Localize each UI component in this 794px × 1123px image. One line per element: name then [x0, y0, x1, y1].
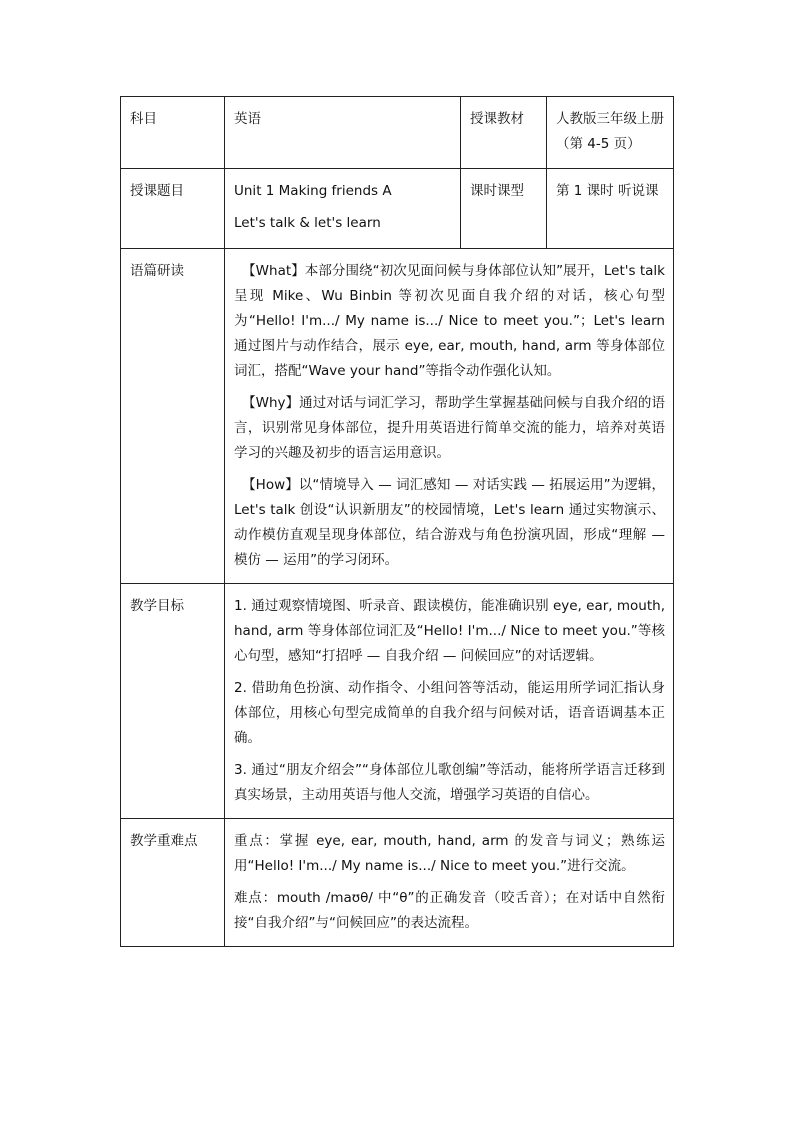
table-row-analysis: [121, 249, 674, 584]
lesson-plan-table: [120, 96, 674, 947]
period-label-cell: [461, 169, 547, 249]
textbook-value: 人教版三年级上册（第 4-5 页）: [556, 111, 664, 152]
objective-item-1: 1. 通过观察情境图、听录音、跟读模仿，能准确识别 eye, ear, mouth, hand, arm 等身体部位词汇及“Hello! I'm.../ Nice to meet you.”等核心句型，感知“打招呼 — 自我介绍 — 问候回应”的对话逻辑。: [234, 598, 665, 664]
objectives-content-cell: [225, 584, 674, 819]
table-row-subject: [121, 97, 674, 169]
analysis-label: 语篇研读: [130, 263, 184, 279]
analysis-label-cell: [121, 249, 225, 584]
analysis-content: [225, 249, 673, 583]
analysis-content-cell: [225, 249, 674, 584]
table-row-objectives: [121, 584, 674, 819]
topic-line-1: Unit 1 Making friends A: [234, 183, 392, 199]
analysis-why: 【Why】通过对话与词汇学习，帮助学生掌握基础问候与自我介绍的语言，识别常见身体部位，提升用英语进行简单交流的能力，培养对英语学习的兴趣及初步的语言运用意识。: [234, 395, 665, 461]
topic-label-cell: [121, 169, 225, 249]
objectives-label: 教学目标: [130, 598, 184, 614]
textbook-label: 授课教材: [470, 111, 524, 127]
period-value: 第 1 课时 听说课: [556, 183, 659, 199]
objectives-label-cell: [121, 584, 225, 819]
subject-label: 科目: [130, 111, 157, 127]
key-points-content-cell: [225, 819, 674, 947]
subject-label-cell: [121, 97, 225, 169]
textbook-label-cell: [461, 97, 547, 169]
topic-label: 授课题目: [130, 183, 184, 199]
objective-item-3: 3. 通过“朋友介绍会”“身体部位儿歌创编”等活动，能将所学语言迁移到真实场景，主动用英语与他人交流，增强学习英语的自信心。: [234, 762, 665, 803]
analysis-how: 【How】以“情境导入 — 词汇感知 — 对话实践 — 拓展运用”为逻辑，Let's talk 创设“认识新朋友”的校园情境，Let's learn 通过实物演示、动作模仿直观呈现身体部位，结合游戏与角色扮演巩固，形成“理解 — 模仿 — 运用”的学习闭环。: [234, 477, 665, 568]
analysis-what: 【What】本部分围绕“初次见面问候与身体部位认知”展开，Let's talk 呈现 Mike、Wu Binbin 等初次见面自我介绍的对话，核心句型为“Hello! I'm.../ My name is.../ Nice to meet you.”；Let's learn 通过图片与动作结合，展示 eye, ear, mouth, hand, arm 等身体部位词汇，搭配“Wave your hand”等指令动作强化认知。: [234, 263, 665, 379]
period-label: 课时课型: [470, 183, 524, 199]
table-row-topic: [121, 169, 674, 249]
objectives-content: [225, 584, 673, 818]
key-point-text: 重点：掌握 eye, ear, mouth, hand, arm 的发音与词义；熟练运用“Hello! I'm.../ My name is.../ Nice to meet you.”进行交流。: [234, 833, 665, 874]
objective-item-2: 2. 借助角色扮演、动作指令、小组问答等活动，能运用所学词汇指认身体部位，用核心句型完成简单的自我介绍与问候对话，语音语调基本正确。: [234, 680, 665, 746]
topic-value: [225, 169, 460, 246]
topic-line-2: Let's talk & let's learn: [234, 215, 381, 231]
subject-value-cell: [225, 97, 461, 169]
textbook-value-cell: [547, 97, 674, 169]
difficult-point-text: 难点：mouth /maʊθ/ 中“θ”的正确发音（咬舌音）；在对话中自然衔接“自我介绍”与“问候回应”的表达流程。: [234, 890, 665, 931]
subject-value: 英语: [234, 111, 261, 127]
period-value-cell: [547, 169, 674, 249]
topic-value-cell: [225, 169, 461, 249]
key-points-label: 教学重难点: [130, 833, 198, 849]
key-points-label-cell: [121, 819, 225, 947]
table-row-key-points: [121, 819, 674, 947]
key-points-content: [225, 819, 673, 946]
